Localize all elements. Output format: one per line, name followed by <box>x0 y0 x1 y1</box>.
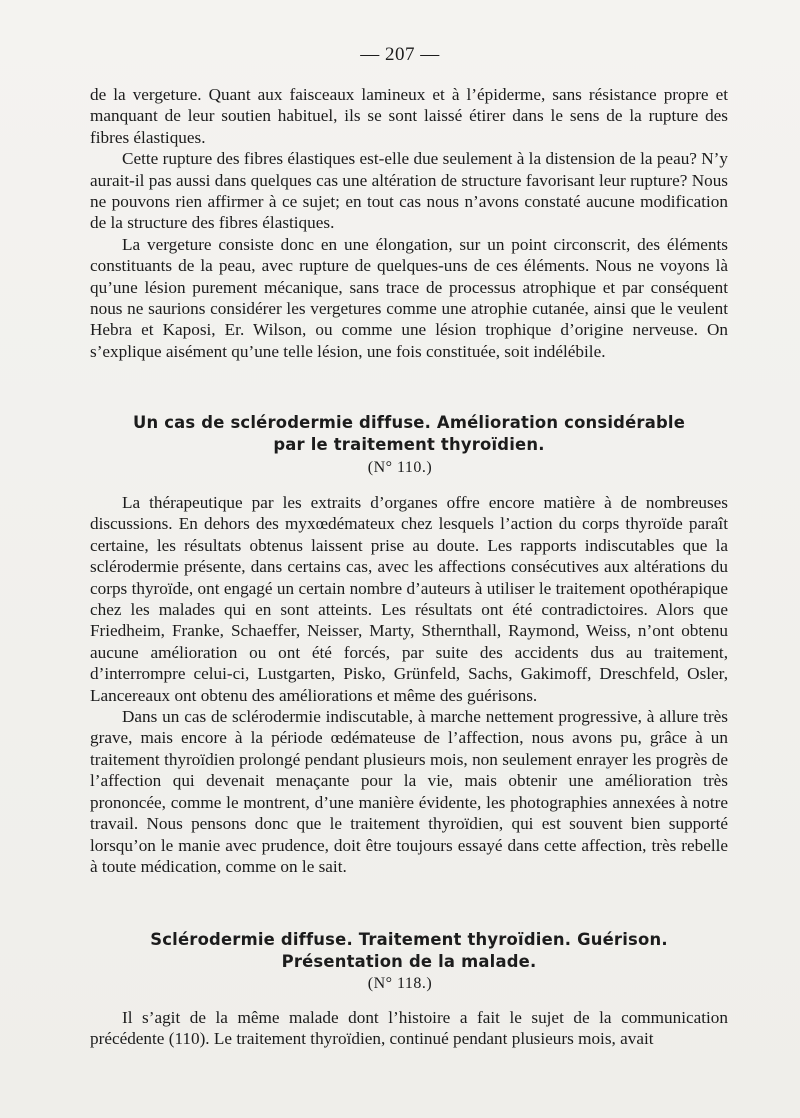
section-1-title-line-1: Un cas de sclérodermie diffuse. Amélioration considérable <box>132 413 686 432</box>
section-2-title-line-1: Sclérodermie diffuse. Traitement thyroïdien. Guérison. <box>150 930 668 949</box>
intro-paragraph-1: de la vergeture. Quant aux faisceaux lamineux et à l’épiderme, sans résistance propre et manquant de leur soutien habituel, ils se sont laissé étirer dans le sens de la rupture des fibres élastiques. <box>90 85 728 147</box>
section-2-title <box>90 929 728 973</box>
section-2-title-line-2: Présentation de la malade. <box>281 952 537 971</box>
section-1-paragraph-1: La thérapeutique par les extraits d’organes offre encore matière à de nombreuses discussions. En dehors des myxœdémateux chez lesquels l’action du corps thyroïde paraît certaine, les résultats obtenus laissent prise au doute. Les rapports indiscutables que la sclérodermie présente, dans certains cas, avec les affections consécutives aux altérations du corps thyroïde, ont engagé un certain nombre d’auteurs à utiliser le traitement opothérapique chez les malades qui en sont atteints. Les résultats ont été contradictoires. Alors que Friedheim, Franke, Schaeffer, Neisser, Marty, Sthernthall, Raymond, Weiss, n’ont obtenu aucune amélioration ou ont été forcés, par suite des accidents dus au traitement, d’interrompre celui-ci, Lustgarten, Pisko, Grünfeld, Sachs, Gakimoff, Dreschfeld, Osler, Lancereaux ont obtenu des améliorations et même des guérisons. <box>90 493 728 705</box>
section-1-title-line-2: par le traitement thyroïdien. <box>273 435 545 454</box>
intro-text <box>90 84 728 362</box>
section-2-paragraph-1: Il s’agit de la même malade dont l’histoire a fait le sujet de la communication précédente (110). Le traitement thyroïdien, continué pendant plusieurs mois, avait <box>90 1008 728 1049</box>
page-number: — 207 — <box>360 44 440 65</box>
section-1-title <box>90 412 728 456</box>
section-1-number: (N° 110.) <box>367 459 433 476</box>
section-1-paragraph-2: Dans un cas de sclérodermie indiscutable, à marche nettement progressive, à allure très grave, mais encore à la période œdémateuse de l’affection, nous avons pu, grâce à un traitement thyroïdien prolongé pendant plusieurs mois, non seulement enrayer les progrès de l’affection qui devenait menaçante pour la vie, mais obtenir une amélioration très prononcée, comme le montrent, d’une manière évidente, les photographies annexées à notre travail. Nous pensons donc que le traitement thyroïdien, qui est souvent bien supporté lorsqu’on le manie avec prudence, doit être toujours essayé dans cette affection, très rebelle à toute médication, comme on le sait. <box>90 707 728 876</box>
intro-paragraph-3: La vergeture consiste donc en une élongation, sur un point circonscrit, des éléments constituants de la peau, avec rupture de quelques-uns de ces éléments. Nous ne voyons là qu’une lésion purement mécanique, sans trace de processus atrophique et par conséquent nous ne saurions considérer les vergetures comme une atrophie cutanée, ainsi que le veulent Hebra et Kaposi, Er. Wilson, ou comme une lésion trophique d’origine nerveuse. On s’explique aisément qu’une telle lésion, une fois constituée, soit indélébile. <box>90 234 728 361</box>
section-2-text <box>90 1007 728 1050</box>
intro-paragraph-2: Cette rupture des fibres élastiques est-elle due seulement à la distension de la peau? N’y aurait-il pas aussi dans quelques cas une altération de structure favorisant leur rupture? Nous ne pouvons rien affirmer à ce sujet; en tout cas nous n’avons constaté aucune modification de la structure des fibres élastiques. <box>90 149 728 233</box>
section-1-text <box>90 492 728 877</box>
section-2-number: (N° 118.) <box>367 975 433 992</box>
